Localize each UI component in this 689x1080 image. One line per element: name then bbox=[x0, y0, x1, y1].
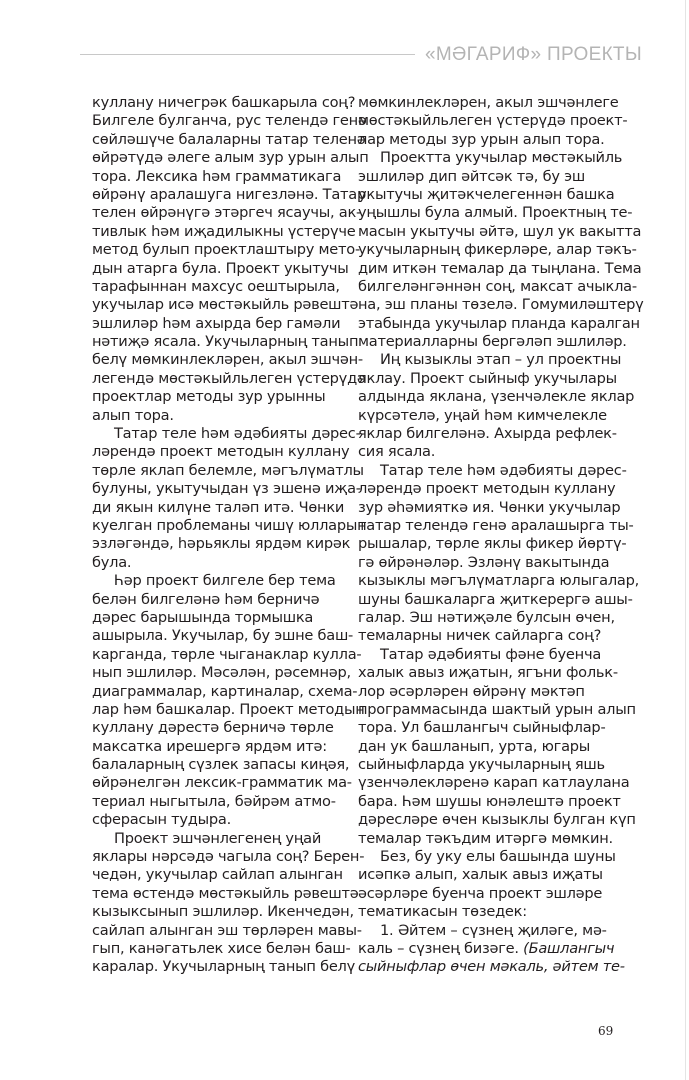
text-line bbox=[92, 461, 364, 480]
line-text: темалар тәкъдим итәргә мөмкин. bbox=[358, 829, 613, 847]
text-line bbox=[358, 277, 637, 296]
line-text: Проект эшчәнлегенең уңай bbox=[114, 829, 322, 847]
text-line bbox=[358, 590, 633, 609]
line-text: билгеләнгәннән соң, максат ачыкла- bbox=[358, 277, 637, 295]
line-text: дәрес барышында тормышка bbox=[92, 608, 314, 626]
text-line bbox=[358, 443, 630, 461]
text-line bbox=[92, 682, 358, 701]
paragraph-start-line bbox=[358, 848, 630, 866]
line-text: сия ясала. bbox=[358, 443, 436, 461]
line-text: эшлиләр дип әйтсәк тә, бу эш bbox=[358, 167, 585, 185]
text-line bbox=[358, 572, 640, 590]
text-line bbox=[92, 149, 369, 167]
text-line bbox=[358, 958, 630, 976]
line-text: Без, бу уку елы башында шуны bbox=[380, 848, 616, 866]
text-line bbox=[358, 112, 630, 130]
line-text: үзенчәлекләренә карап катлаулана bbox=[358, 774, 630, 792]
text-line bbox=[358, 774, 630, 792]
text-line bbox=[358, 333, 630, 351]
text-line bbox=[92, 168, 348, 186]
line-text: сферасын тудыра. bbox=[92, 811, 232, 829]
line-text: әсәрләре буенча проект эшләре bbox=[358, 884, 603, 902]
page-edge bbox=[685, 0, 686, 1080]
text-line bbox=[92, 921, 362, 940]
text-line bbox=[92, 333, 359, 351]
text-line bbox=[92, 278, 348, 296]
text-line bbox=[92, 958, 356, 976]
paragraph-start-line bbox=[92, 425, 361, 443]
text-line bbox=[358, 554, 630, 572]
line-text: териал ныгытыла, бәйрәм атмо- bbox=[92, 792, 336, 810]
line-text: дим иткән темалар да тыңлана. Тема bbox=[358, 259, 642, 277]
line-text: укучылар исә мөстәкыйль рәвештә bbox=[92, 296, 359, 314]
line-italic-text: сыйныфлар өчен мәкаль, әйтем те- bbox=[358, 958, 625, 976]
line-text: мөмкинлекләрен, акыл эшчәнлеге bbox=[358, 94, 619, 111]
line-text: Билгеле булганча, рус телендә генә bbox=[92, 112, 367, 130]
text-line bbox=[92, 204, 362, 222]
line-text: ләрендә проект методын куллану bbox=[358, 480, 616, 498]
text-line bbox=[92, 130, 366, 149]
line-text: төрле яклап белемле, мәгълүматлы bbox=[92, 461, 364, 479]
line-text: зур әһәмияткә ия. Чөнки укучылар bbox=[358, 498, 621, 516]
line-text: лар методы зур урын алып тора. bbox=[358, 130, 605, 148]
line-text: тарафыннан махсус оештырыла, bbox=[92, 277, 340, 295]
line-text: дан ук башланып, урта, югары bbox=[358, 737, 591, 755]
text-line bbox=[358, 609, 630, 627]
text-line bbox=[358, 296, 644, 314]
line-text: сайлап алынган эш төрләрен мавы- bbox=[92, 921, 362, 939]
line-text: сыйныфларда укучыларның яшь bbox=[358, 756, 605, 774]
text-line bbox=[92, 388, 348, 406]
line-text: метод булып проектлаштыру мето- bbox=[92, 241, 360, 259]
text-line bbox=[358, 204, 633, 222]
text-line bbox=[92, 756, 348, 774]
text-line bbox=[358, 186, 630, 204]
text-line bbox=[92, 94, 356, 112]
text-line bbox=[358, 811, 636, 829]
text-line bbox=[358, 480, 630, 498]
paragraph-start-line bbox=[92, 830, 348, 848]
text-line bbox=[358, 866, 630, 884]
header-rule bbox=[80, 54, 415, 55]
line-text: эшлиләр һәм ахырда бер гамәли bbox=[92, 314, 341, 332]
line-text: Татар теле һәм әдәбияты дәрес- bbox=[380, 461, 627, 479]
text-line bbox=[358, 314, 640, 333]
text-line bbox=[92, 774, 352, 792]
line-text: материалларны бергәләп эшлиләр. bbox=[358, 333, 627, 351]
text-line bbox=[358, 700, 636, 719]
line-text: Проектта укучылар мөстәкыйль bbox=[380, 149, 623, 167]
text-line bbox=[358, 168, 630, 186]
text-line bbox=[92, 260, 348, 278]
text-column-left bbox=[92, 94, 369, 977]
line-text: лор әсәрләрен өйрәнү мәктәп bbox=[358, 682, 585, 700]
line-text: шуны башкаларга җиткерергә ашы- bbox=[358, 590, 633, 608]
line-text: дын атарга була. Проект укытучы bbox=[92, 259, 349, 277]
text-line bbox=[358, 425, 630, 443]
line-text: карганда, төрле чыганаклар кулла- bbox=[92, 645, 362, 663]
text-line bbox=[92, 664, 351, 682]
line-text: Һәр проект билгеле бер тема bbox=[114, 572, 336, 590]
text-line bbox=[358, 535, 630, 553]
line-text: куелган проблеманы чишү юлларын bbox=[92, 516, 367, 534]
line-text: тора. Ул башлангыч сыйныфлар- bbox=[358, 719, 606, 737]
text-line bbox=[92, 535, 351, 553]
line-text: дәресләре өчен кызыклы булган күп bbox=[358, 811, 636, 829]
line-text: алдында яклана, үзенчәлекле яклар bbox=[358, 388, 635, 406]
text-line bbox=[92, 407, 348, 425]
line-text: легендә мөстәкыйльлеген үстерүдә bbox=[92, 369, 366, 387]
line-text: өйрәнелгән лексик-грамматик ма- bbox=[92, 774, 352, 792]
line-text: темаларны ничек сайларга соң? bbox=[358, 627, 602, 645]
line-text: белән билгеләнә һәм берничә bbox=[92, 590, 320, 608]
line-text: булуны, укытучыдан үз эшенә иҗа- bbox=[92, 480, 361, 498]
text-line bbox=[92, 866, 348, 884]
line-text: яклар билгеләнә. Ахырда рефлек- bbox=[358, 425, 617, 443]
text-line bbox=[358, 738, 630, 756]
line-text: яклау. Проект сыйныф укучылары bbox=[358, 369, 617, 387]
line-text: гып, канәгатьлек хисе белән баш- bbox=[92, 939, 351, 957]
text-line bbox=[358, 627, 630, 645]
line-text: каралар. Укучыларның танып белү bbox=[92, 958, 356, 976]
text-line bbox=[358, 830, 630, 848]
text-column-right bbox=[358, 94, 644, 977]
line-text: белү мөмкинлекләрен, акыл эшчән- bbox=[92, 351, 363, 369]
text-line bbox=[92, 811, 348, 829]
text-line bbox=[92, 516, 367, 535]
text-line bbox=[92, 939, 351, 958]
text-line bbox=[92, 351, 363, 369]
line-text: укучыларның фикерләре, алар тәкъ- bbox=[358, 241, 637, 259]
line-text: 1. Әйтем – сүзнең җиләге, мә- bbox=[380, 921, 607, 939]
text-line bbox=[92, 848, 365, 866]
text-line bbox=[358, 499, 630, 517]
line-text: Татар теле һәм әдәбияты дәрес- bbox=[114, 425, 361, 443]
line-text: проектлар методы зур урынны bbox=[92, 388, 326, 406]
line-text: тора. Лексика һәм грамматикага bbox=[92, 167, 342, 185]
line-text: рышалар, төрле яклы фикер йөртү- bbox=[358, 535, 627, 553]
text-line bbox=[358, 940, 630, 958]
paragraph-start-line bbox=[358, 922, 630, 940]
line-text: була. bbox=[92, 553, 132, 571]
text-line bbox=[358, 407, 630, 425]
line-text: тивлык һәм иҗадилыкны үстерүче bbox=[92, 222, 356, 240]
line-text: Татар әдәбияты фәне буенча bbox=[380, 645, 602, 663]
line-text: яклары нәрсәдә чагыла соң? Берен- bbox=[92, 848, 365, 866]
text-line bbox=[358, 903, 630, 921]
text-line bbox=[92, 884, 359, 903]
paragraph-start-line bbox=[92, 572, 348, 590]
line-text: каль – сүзнең бизәге. bbox=[358, 939, 524, 957]
text-line bbox=[92, 480, 361, 498]
line-text: программасында шактый урын алып bbox=[358, 700, 636, 718]
text-line bbox=[358, 664, 630, 682]
line-text: максатка ирешергә ярдәм итә: bbox=[92, 737, 327, 755]
text-line bbox=[358, 516, 634, 535]
text-line bbox=[358, 131, 630, 149]
line-text: уңышлы була алмый. Проектның те- bbox=[358, 204, 633, 222]
line-italic-text: (Башлангыч bbox=[523, 939, 615, 957]
line-text: Иң кызыклы этап – ул проектны bbox=[380, 351, 622, 369]
text-line bbox=[92, 609, 348, 627]
text-line bbox=[92, 591, 348, 609]
text-line bbox=[358, 756, 630, 774]
line-text: телен өйрәнүгә этәргеч ясаучы, ак- bbox=[92, 204, 362, 222]
line-text: тематикасын төзедек: bbox=[358, 903, 527, 921]
page-number: 69 bbox=[598, 1024, 614, 1038]
text-line bbox=[92, 645, 362, 664]
text-line bbox=[92, 793, 348, 811]
line-text: кызыклы мәгълүматларга юлыгалар, bbox=[358, 572, 640, 590]
text-line bbox=[358, 370, 630, 388]
paragraph-start-line bbox=[358, 149, 630, 167]
line-text: мөстәкыйльлеген үстерүдә проект- bbox=[358, 112, 628, 130]
text-line bbox=[92, 222, 356, 241]
text-line bbox=[92, 241, 360, 259]
text-line bbox=[358, 683, 630, 701]
line-text: этабында укучылар планда каралган bbox=[358, 314, 640, 332]
line-text: күрсәтелә, уңай һәм кимчелекле bbox=[358, 406, 607, 424]
line-text: алып тора. bbox=[92, 406, 174, 424]
text-line bbox=[92, 738, 348, 756]
line-text: гә өйрәнәләр. Эзләнү вакытында bbox=[358, 553, 610, 571]
line-text: нып эшлиләр. Мәсәлән, рәсемнәр, bbox=[92, 664, 351, 682]
text-line bbox=[92, 112, 367, 130]
line-text: исәпкә алып, халык авыз иҗаты bbox=[358, 866, 603, 884]
line-text: ләрендә проект методын куллану bbox=[92, 443, 350, 461]
line-text: куллану ничегрәк башкарыла соң? bbox=[92, 94, 356, 111]
line-text: нәтиҗә ясала. Укучыларның танып bbox=[92, 333, 359, 351]
paragraph-start-line bbox=[358, 646, 630, 664]
line-text: өйрәтүдә әлеге алым зур урын алып bbox=[92, 149, 369, 167]
line-text: эзләгәндә, һәрьяклы ярдәм кирәк bbox=[92, 535, 351, 553]
line-text: өйрәнү аралашуга нигезләнә. Татар bbox=[92, 185, 366, 203]
line-text: татар телендә генә аралашырга ты- bbox=[358, 516, 634, 534]
line-text: ашырыла. Укучылар, бу эшне баш- bbox=[92, 627, 354, 645]
running-header: «МӘГАРИФ» ПРОЕКТЫ bbox=[425, 44, 642, 65]
text-line bbox=[358, 719, 630, 737]
line-text: сөйләшүче балаларны татар теленә bbox=[92, 130, 366, 148]
line-text: куллану дәрестә берничә төрле bbox=[92, 719, 334, 737]
text-line bbox=[358, 241, 637, 259]
line-text: масын укытучы әйтә, шул ук вакытта bbox=[358, 222, 642, 240]
line-text: укытучы җитәкчелегеннән башка bbox=[358, 185, 615, 203]
text-line bbox=[92, 554, 348, 572]
text-line bbox=[358, 222, 642, 241]
line-text: диаграммалар, картиналар, схема- bbox=[92, 682, 358, 700]
text-line bbox=[92, 627, 354, 645]
line-text: халык авыз иҗатын, ягъни фольк- bbox=[358, 664, 618, 682]
line-text: чедән, укучылар сайлап алынган bbox=[92, 866, 343, 884]
text-line bbox=[92, 185, 366, 204]
text-line bbox=[358, 94, 630, 112]
text-line bbox=[92, 499, 348, 517]
line-text: тема өстендә мөстәкыйль рәвештә bbox=[92, 884, 359, 902]
text-line bbox=[92, 315, 348, 333]
line-text: галар. Эш нәтиҗәле булсын өчен, bbox=[358, 608, 615, 626]
text-line bbox=[358, 259, 642, 278]
text-line bbox=[358, 885, 630, 903]
line-text: ди якын килүне таләп итә. Чөнки bbox=[92, 498, 345, 516]
text-line bbox=[358, 793, 630, 811]
line-text: балаларның сүзлек запасы киңәя, bbox=[92, 756, 350, 774]
line-text: лар һәм башкалар. Проект методын bbox=[92, 700, 365, 718]
paragraph-start-line bbox=[358, 351, 630, 369]
text-line bbox=[92, 903, 354, 921]
text-line bbox=[92, 443, 348, 461]
text-line bbox=[92, 700, 365, 719]
line-text: на, эш планы төзелә. Гомумиләштерү bbox=[358, 296, 644, 314]
text-line bbox=[92, 296, 359, 314]
line-text: бара. Һәм шушы юнәлештә проект bbox=[358, 792, 621, 810]
text-line bbox=[92, 369, 366, 388]
text-line bbox=[92, 719, 348, 737]
text-line bbox=[358, 388, 635, 406]
paragraph-start-line bbox=[358, 462, 630, 480]
line-text: кызыксынып эшлиләр. Икенчедән, bbox=[92, 903, 354, 921]
